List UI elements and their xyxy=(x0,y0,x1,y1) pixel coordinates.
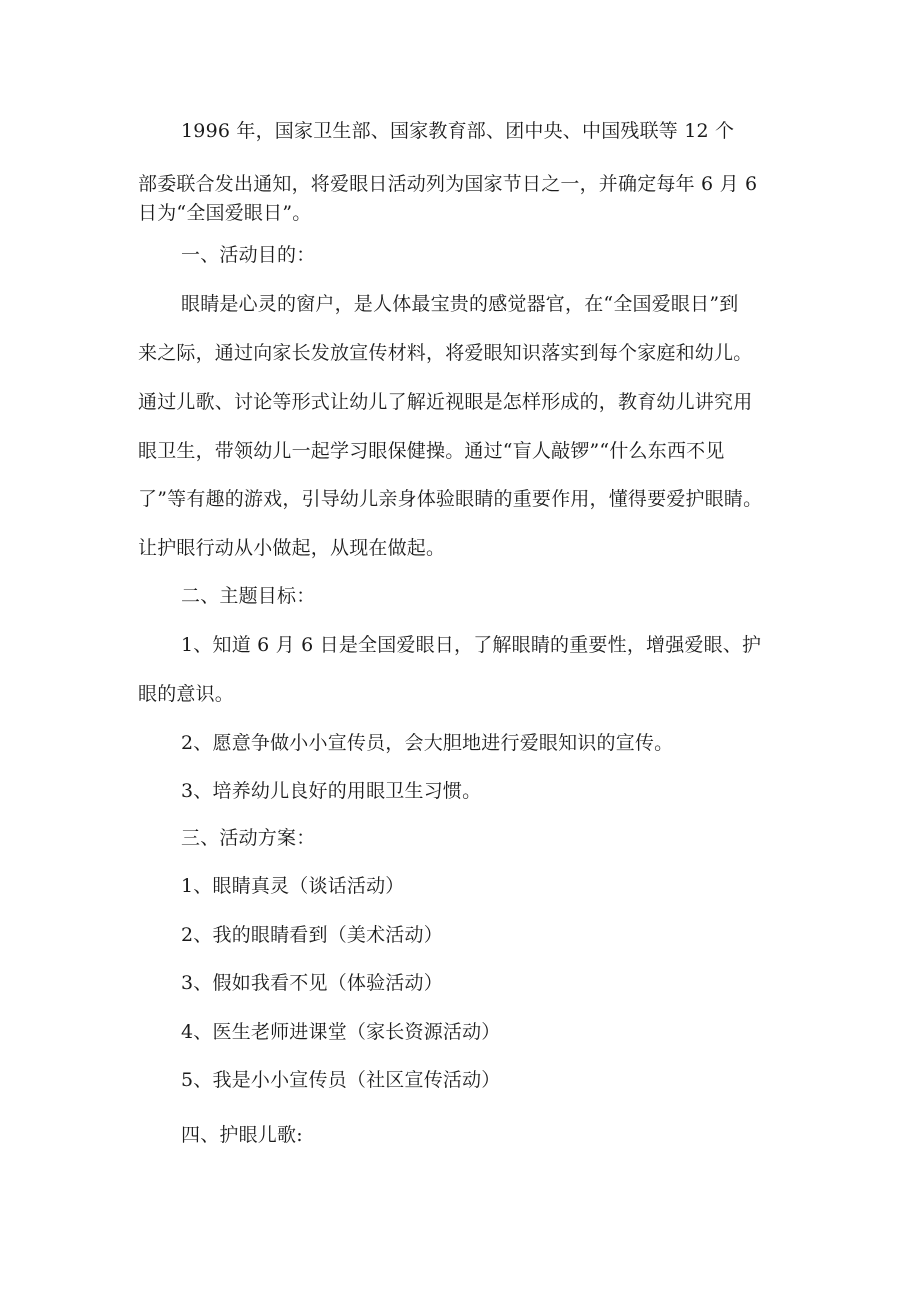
plan-item-5: 5、我是小小宣传员（社区宣传活动） xyxy=(181,1069,501,1091)
section-heading-purpose: 一、活动目的： xyxy=(181,244,316,266)
purpose-line-5: 了”等有趣的游戏，引导幼儿亲身体验眼睛的重要作用，懂得要爱护眼睛。 xyxy=(138,488,763,510)
goal-line-2: 眼的意识。 xyxy=(138,683,235,705)
section-heading-rhyme: 四、护眼儿歌: xyxy=(181,1124,303,1146)
plan-item-2: 2、我的眼睛看到（美术活动） xyxy=(181,924,443,946)
intro-line-2: 部委联合发出通知，将爱眼日活动列为国家节日之一，并确定每年 6 月 6 xyxy=(138,173,758,195)
purpose-line-4: 眼卫生，带领幼儿一起学习眼保健操。通过“盲人敲锣”“什么东西不见 xyxy=(138,440,725,462)
purpose-line-6: 让护眼行动从小做起，从现在做起。 xyxy=(138,537,446,559)
section-heading-goals: 二、主题目标： xyxy=(181,585,316,607)
intro-line-3: 日为“全国爱眼日”。 xyxy=(138,202,312,224)
purpose-line-3: 通过儿歌、讨论等形式让幼儿了解近视眼是怎样形成的，教育幼儿讲究用 xyxy=(138,391,753,413)
goal-line-4: 3、培养幼儿良好的用眼卫生习惯。 xyxy=(181,780,482,802)
goal-line-1: 1、知道 6 月 6 日是全国爱眼日，了解眼睛的重要性，增强爱眼、护 xyxy=(181,634,762,656)
plan-item-1: 1、眼睛真灵（谈话活动） xyxy=(181,875,405,897)
purpose-line-2: 来之际，通过向家长发放宣传材料，将爱眼知识落实到每个家庭和幼儿。 xyxy=(138,342,753,364)
section-heading-plan: 三、活动方案： xyxy=(181,827,316,849)
intro-line-1: 1996 年，国家卫生部、国家教育部、团中央、中国残联等 12 个 xyxy=(181,120,735,142)
goal-line-3: 2、愿意争做小小宣传员，会大胆地进行爱眼知识的宣传。 xyxy=(181,732,674,754)
purpose-line-1: 眼睛是心灵的窗户，是人体最宝贵的感觉器官，在“全国爱眼日”到 xyxy=(181,293,739,315)
plan-item-4: 4、医生老师进课堂（家长资源活动） xyxy=(181,1021,501,1043)
plan-item-3: 3、假如我看不见（体验活动） xyxy=(181,972,443,994)
